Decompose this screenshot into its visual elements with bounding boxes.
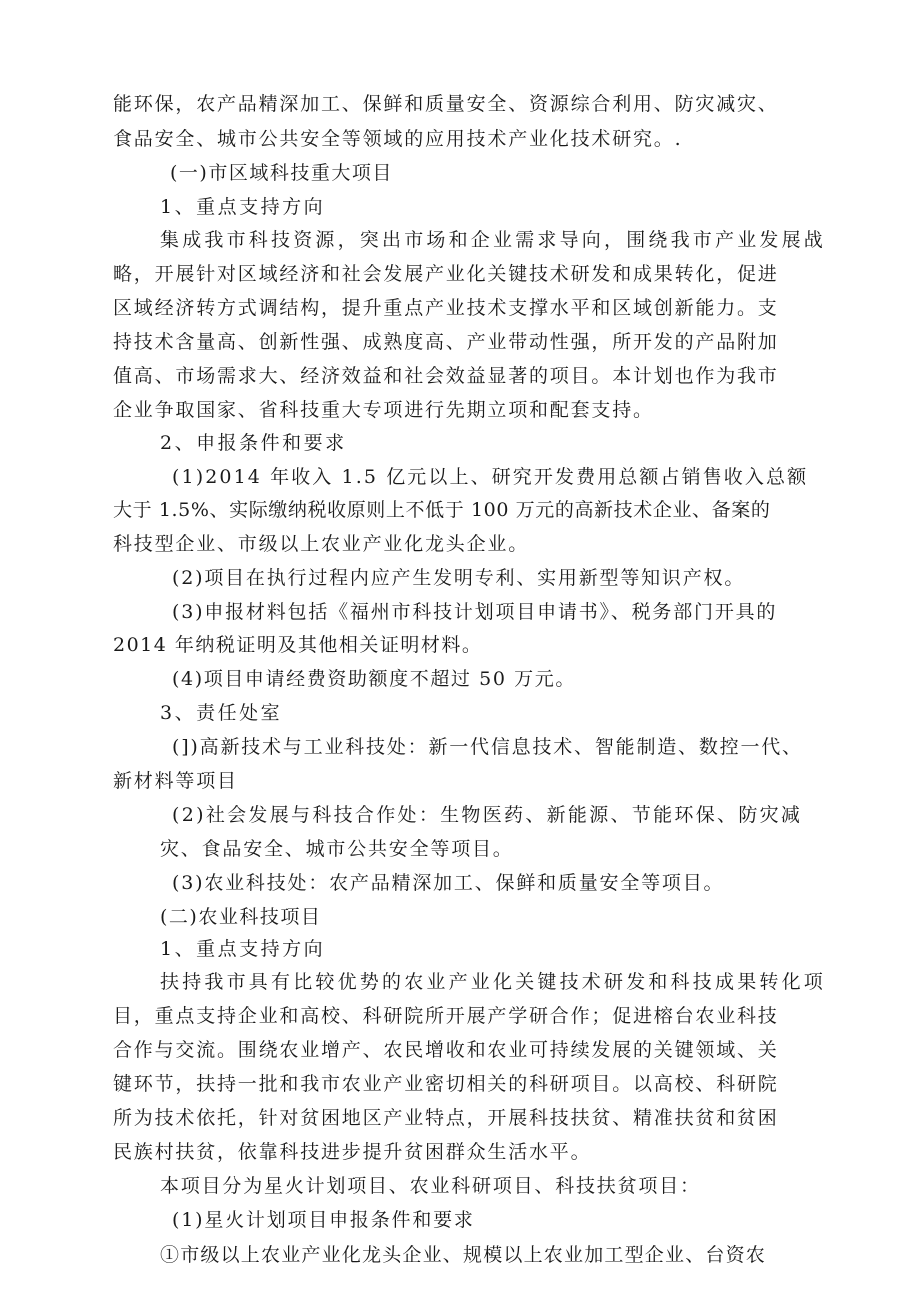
sub-heading: 3、责任处室 xyxy=(160,702,283,724)
text-line: 区域经济转方式调结构，提升重点产业技术支撑水平和区域创新能力。支 xyxy=(113,297,779,319)
text-line: 值高、市场需求大、经济效益和社会效益显著的项目。本计划也作为我市 xyxy=(113,365,779,387)
section-heading: (二)农业科技项目 xyxy=(160,906,322,928)
text-line: 键环节，扶持一批和我市农业产业密切相关的科研项目。以高校、科研院 xyxy=(113,1073,779,1095)
text-line: 目，重点支持企业和高校、科研院所开展产学研合作；促进榕台农业科技 xyxy=(113,1005,779,1027)
text-line: 民族村扶贫，依靠科技进步提升贫困群众生活水平。 xyxy=(113,1141,592,1163)
text-line: (])高新技术与工业科技处：新一代信息技术、智能制造、数控一代、 xyxy=(172,736,803,758)
sub-heading: 1、重点支持方向 xyxy=(160,938,326,960)
text-line: 2014 年纳税证明及其他相关证明材料。 xyxy=(113,634,483,656)
section-heading: (一)市区域科技重大项目 xyxy=(170,162,393,184)
sub-heading: 1、重点支持方向 xyxy=(160,196,326,218)
text-line: 本项目分为星火计划项目、农业科研项目、科技扶贫项目： xyxy=(160,1175,701,1197)
text-line: 扶持我市具有比较优势的农业产业化关键技术研发和科技成果转化项 xyxy=(160,971,827,993)
text-line: 科技型企业、市级以上农业产业化龙头企业。 xyxy=(113,533,530,555)
text-line: 灾、食品安全、城市公共安全等项目。 xyxy=(160,838,514,860)
text-line: (4)项目申请经费资助额度不超过 50 万元。 xyxy=(172,668,576,690)
text-line: (3)申报材料包括《福州市科技计划项目申请书》、税务部门开具的 xyxy=(172,601,778,623)
text-line: 食品安全、城市公共安全等领域的应用技术产业化技术研究。. xyxy=(113,128,683,150)
text-line: 企业争取国家、省科技重大专项进行先期立项和配套支持。 xyxy=(113,399,654,421)
sub-heading: 2、申报条件和要求 xyxy=(160,432,347,454)
text-line: 大于 1.5%、实际缴纳税收原则上不低于 100 万元的高新技术企业、备案的 xyxy=(113,499,771,521)
text-line: (3)农业科技处：农产品精深加工、保鲜和质量安全等项目。 xyxy=(172,872,725,894)
text-line: 略，开展针对区域经济和社会发展产业化关键技术研发和成果转化，促进 xyxy=(113,263,779,285)
text-line: 集成我市科技资源，突出市场和企业需求导向，围绕我市产业发展战 xyxy=(160,229,827,251)
text-line: (1)2014 年收入 1.5 亿元以上、研究开发费用总额占销售收入总额 xyxy=(172,466,809,488)
text-line: 新材料等项目 xyxy=(113,770,238,792)
text-line: (2)社会发展与科技合作处：生物医药、新能源、节能环保、防灾减 xyxy=(172,804,803,826)
text-line: (1)星火计划项目申报条件和要求 xyxy=(172,1209,475,1231)
text-line: ①市级以上农业产业化龙头企业、规模以上农业加工型企业、台资农 xyxy=(160,1244,767,1266)
text-line: 合作与交流。围绕农业增产、农民增收和农业可持续发展的关键领域、关 xyxy=(113,1039,779,1061)
text-line: 能环保，农产品精深加工、保鲜和质量安全、资源综合利用、防灾减灾、 xyxy=(113,93,779,115)
text-line: (2)项目在执行过程内应产生发明专利、实用新型等知识产权。 xyxy=(172,567,746,589)
text-line: 持技术含量高、创新性强、成熟度高、产业带动性强，所开发的产品附加 xyxy=(113,331,779,353)
text-line: 所为技术依托，针对贫困地区产业特点，开展科技扶贫、精准扶贫和贫困 xyxy=(113,1107,779,1129)
